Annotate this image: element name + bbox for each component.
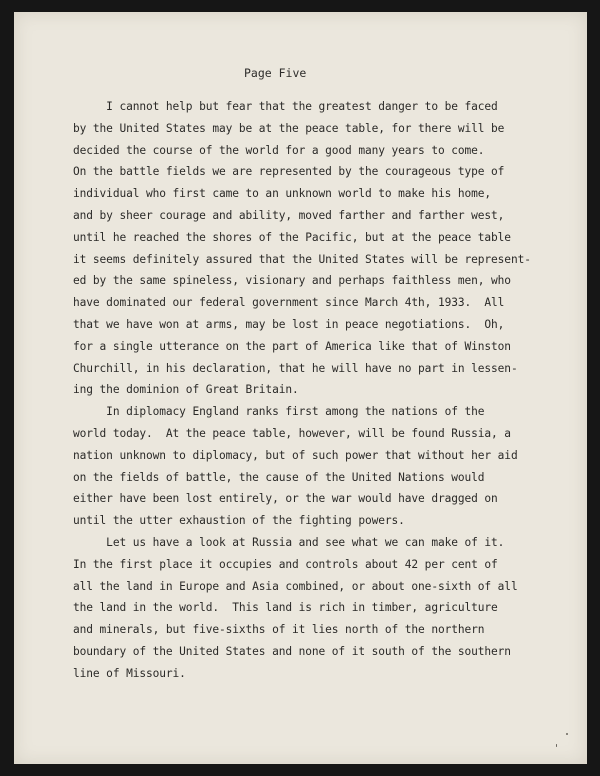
text-line: nation unknown to diplomacy, but of such power that without her aid [73,448,518,462]
text-line: I cannot help but fear that the greatest danger to be faced [73,100,498,113]
text-line: line of Missouri. [73,666,186,680]
text-line: Let us have a look at Russia and see what we can make of it. [73,535,505,549]
text-line: all the land in Europe and Asia combined, or about one-sixth of all [73,579,518,593]
text-line: for a single utterance on the part of America like that of Winston [73,339,511,353]
text-line: world today. At the peace table, however, will be found Russia, a [73,426,511,440]
text-line: individual who first came to an unknown world to make his home, [73,187,492,201]
text-line: ed by the same spineless, visionary and perhaps faithless men, who [73,274,511,288]
text-line: either have been lost entirely, or the war would have dragged on [73,492,498,506]
text-line: that we have won at arms, may be lost in peace negotiations. Oh, [73,317,505,331]
text-line: until the utter exhaustion of the fighting powers. [73,514,405,528]
text-line: In the first place it occupies and controls about 42 per cent of [73,557,498,571]
text-line: In diplomacy England ranks first among the nations of the [73,405,485,419]
paper-speck [566,733,568,735]
text-line: and by sheer courage and ability, moved farther and farther west, [73,208,505,222]
text-line: and minerals, but five-sixths of it lies north of the northern [73,623,485,637]
text-line: on the fields of battle, the cause of the United Nations would [73,470,485,484]
body-text [73,96,553,685]
text-line: boundary of the United States and none of it south of the southern [73,644,511,658]
text-line: by the United States may be at the peace table, for there will be [73,121,505,135]
text-line: the land in the world. This land is rich in timber, agriculture [73,601,498,615]
text-line: until he reached the shores of the Pacific, but at the peace table [73,230,511,244]
text-line: On the battle fields we are represented by the courageous type of [73,165,505,179]
paper-speck [556,744,557,747]
page-title: Page Five [244,66,307,80]
text-line: ing the dominion of Great Britain. [73,383,299,397]
text-line: decided the course of the world for a good many years to come. [73,143,485,157]
text-line: it seems definitely assured that the United States will be represent- [73,252,531,266]
text-line: have dominated our federal government since March 4th, 1933. All [73,296,505,310]
text-line: Churchill, in his declaration, that he will have no part in lessen- [73,361,518,375]
